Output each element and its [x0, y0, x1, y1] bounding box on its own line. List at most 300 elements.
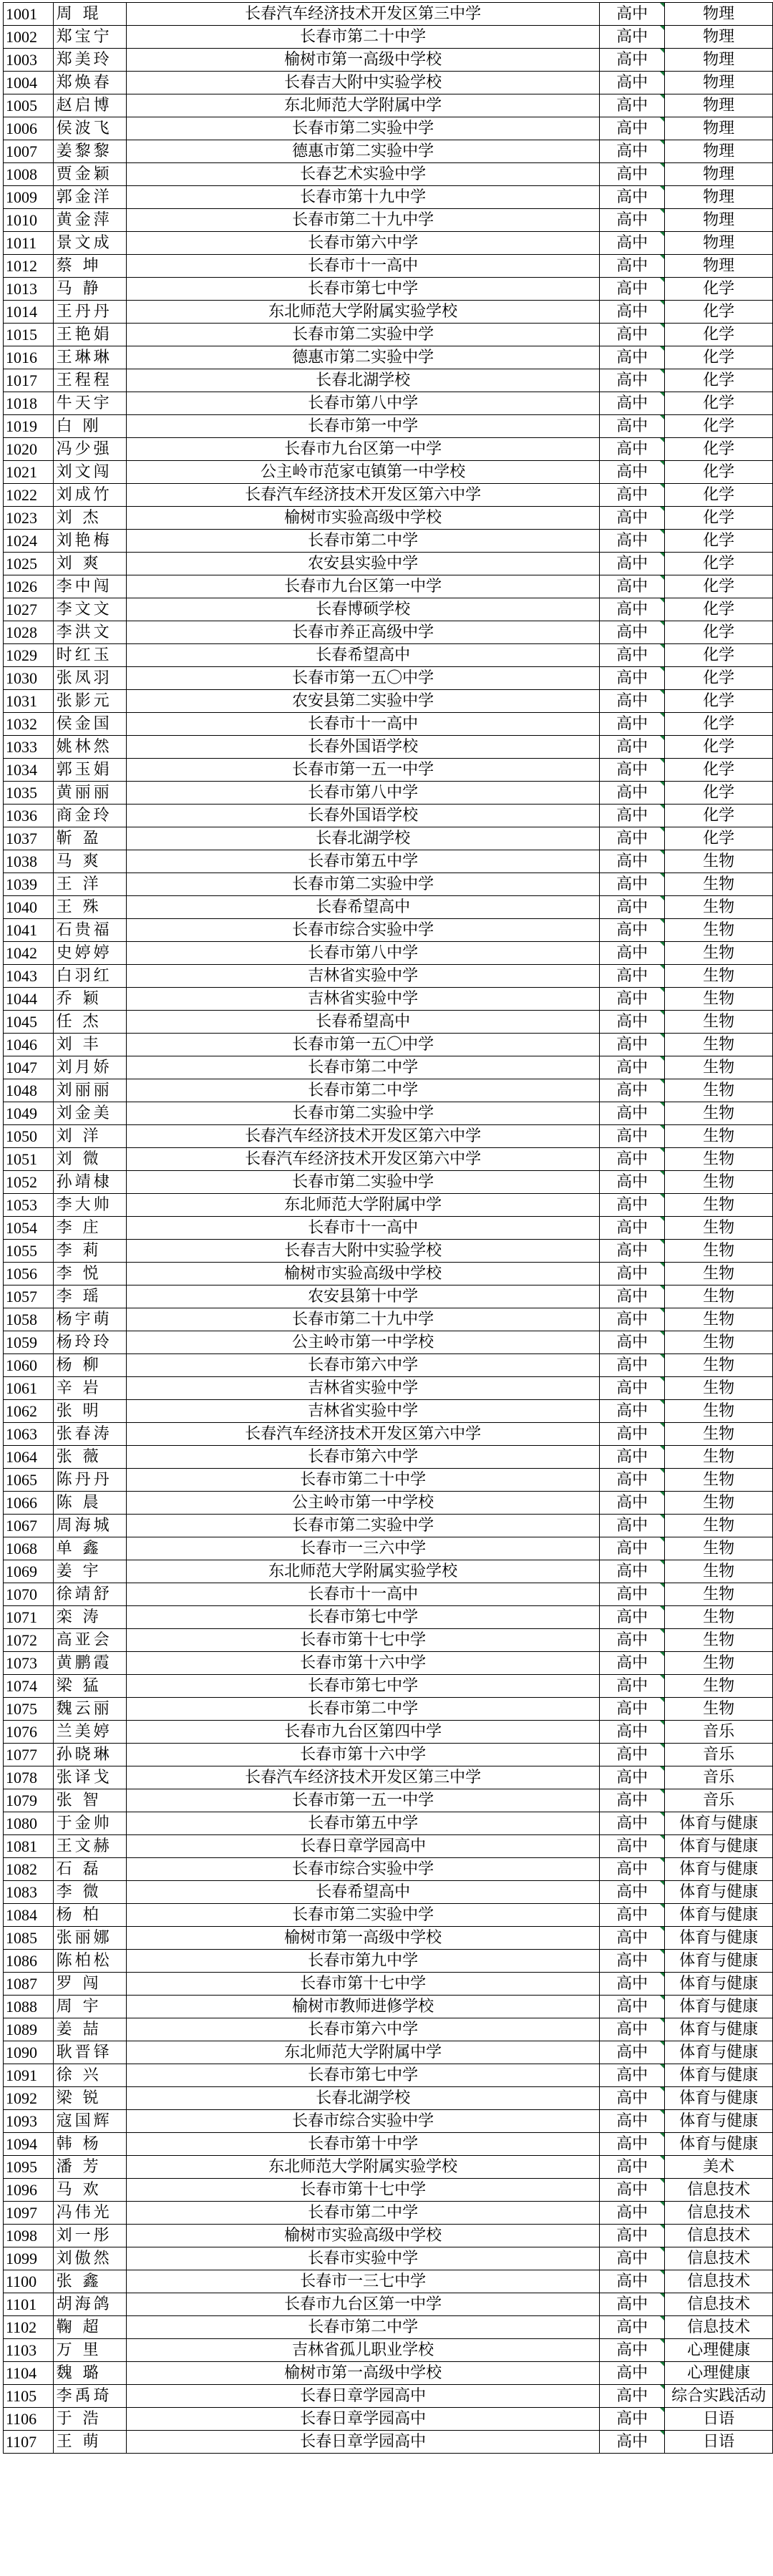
cell-id: 1042	[4, 942, 54, 965]
cell-name: 潘 芳	[53, 2156, 127, 2179]
cell-level: 高中	[600, 896, 665, 919]
cell-id: 1065	[4, 1469, 54, 1492]
cell-id: 1093	[4, 2110, 54, 2133]
cell-school: 长春日章学园高中	[127, 2408, 600, 2431]
cell-level: 高中	[600, 1973, 665, 1996]
cell-subject: 音乐	[665, 1721, 773, 1744]
cell-subject: 生物	[665, 1629, 773, 1652]
cell-id: 1073	[4, 1652, 54, 1675]
cell-name: 侯波飞	[53, 117, 127, 140]
cell-subject: 化学	[665, 667, 773, 690]
cell-subject: 音乐	[665, 1789, 773, 1812]
cell-subject: 物理	[665, 232, 773, 255]
cell-level: 高中	[600, 2339, 665, 2362]
table-row	[4, 1973, 773, 1996]
cell-name: 梁 猛	[53, 1675, 127, 1698]
table-row	[4, 1217, 773, 1240]
cell-subject: 体育与健康	[665, 1881, 773, 1904]
cell-level: 高中	[600, 1698, 665, 1721]
cell-school: 长春市第十六中学	[127, 1744, 600, 1766]
cell-school: 长春市九台区第四中学	[127, 1721, 600, 1744]
table-row	[4, 1629, 773, 1652]
cell-level: 高中	[600, 163, 665, 186]
table-row	[4, 1950, 773, 1973]
cell-subject: 心理健康	[665, 2339, 773, 2362]
cell-subject: 生物	[665, 942, 773, 965]
cell-school: 长春市第二实验中学	[127, 1171, 600, 1194]
cell-subject: 体育与健康	[665, 2041, 773, 2064]
cell-level: 高中	[600, 2431, 665, 2454]
cell-name: 李洪文	[53, 621, 127, 644]
cell-school: 长春市第八中学	[127, 392, 600, 415]
cell-subject: 生物	[665, 988, 773, 1011]
cell-subject: 生物	[665, 850, 773, 873]
cell-name: 张影元	[53, 690, 127, 713]
table-row	[4, 1011, 773, 1034]
cell-level: 高中	[600, 1606, 665, 1629]
cell-name: 蔡 坤	[53, 255, 127, 278]
cell-subject: 美术	[665, 2156, 773, 2179]
cell-school: 长春市实验中学	[127, 2247, 600, 2270]
cell-subject: 化学	[665, 690, 773, 713]
cell-level: 高中	[600, 1812, 665, 1835]
cell-subject: 信息技术	[665, 2316, 773, 2339]
cell-subject: 生物	[665, 1217, 773, 1240]
cell-subject: 体育与健康	[665, 1812, 773, 1835]
cell-name: 王程程	[53, 369, 127, 392]
cell-id: 1096	[4, 2179, 54, 2202]
cell-level: 高中	[600, 392, 665, 415]
cell-name: 黄丽丽	[53, 782, 127, 805]
cell-name: 王琳琳	[53, 346, 127, 369]
table-row	[4, 873, 773, 896]
cell-id: 1097	[4, 2202, 54, 2225]
cell-level: 高中	[600, 1102, 665, 1125]
cell-name: 贾金颖	[53, 163, 127, 186]
cell-school: 长春市第七中学	[127, 1675, 600, 1698]
cell-name: 胡海鸽	[53, 2293, 127, 2316]
cell-level: 高中	[600, 2041, 665, 2064]
cell-id: 1100	[4, 2270, 54, 2293]
cell-name: 刘文闯	[53, 461, 127, 484]
table-row	[4, 2408, 773, 2431]
cell-level: 高中	[600, 1217, 665, 1240]
cell-id: 1007	[4, 140, 54, 163]
cell-id: 1037	[4, 827, 54, 850]
cell-school: 东北师范大学附属实验学校	[127, 2156, 600, 2179]
cell-id: 1015	[4, 324, 54, 346]
cell-id: 1083	[4, 1881, 54, 1904]
table-row	[4, 507, 773, 530]
table-row	[4, 1515, 773, 1537]
cell-name: 李 瑶	[53, 1285, 127, 1308]
cell-school: 公主岭市第一中学校	[127, 1331, 600, 1354]
cell-school: 长春外国语学校	[127, 736, 600, 759]
cell-name: 徐 兴	[53, 2064, 127, 2087]
cell-level: 高中	[600, 1675, 665, 1698]
cell-id: 1047	[4, 1056, 54, 1079]
table-row	[4, 1881, 773, 1904]
cell-id: 1101	[4, 2293, 54, 2316]
table-row	[4, 1034, 773, 1056]
cell-id: 1082	[4, 1858, 54, 1881]
cell-subject: 化学	[665, 598, 773, 621]
table-row	[4, 667, 773, 690]
cell-subject: 生物	[665, 1675, 773, 1698]
cell-school: 长春希望高中	[127, 896, 600, 919]
cell-subject: 生物	[665, 1125, 773, 1148]
cell-level: 高中	[600, 2247, 665, 2270]
table-row	[4, 1079, 773, 1102]
cell-school: 长春市第十中学	[127, 2133, 600, 2156]
cell-school: 东北师范大学附属中学	[127, 94, 600, 117]
cell-id: 1016	[4, 346, 54, 369]
cell-school: 长春汽车经济技术开发区第六中学	[127, 1423, 600, 1446]
cell-subject: 音乐	[665, 1766, 773, 1789]
cell-id: 1054	[4, 1217, 54, 1240]
cell-name: 时红玉	[53, 644, 127, 667]
cell-subject: 物理	[665, 72, 773, 94]
cell-id: 1020	[4, 438, 54, 461]
cell-school: 长春市第二实验中学	[127, 324, 600, 346]
cell-id: 1088	[4, 1996, 54, 2018]
cell-school: 农安县第二实验中学	[127, 690, 600, 713]
table-row	[4, 369, 773, 392]
table-row	[4, 2431, 773, 2454]
cell-name: 白 刚	[53, 415, 127, 438]
cell-school: 长春艺术实验中学	[127, 163, 600, 186]
cell-level: 高中	[600, 1744, 665, 1766]
cell-school: 长春汽车经济技术开发区第三中学	[127, 3, 600, 26]
cell-name: 于 浩	[53, 2408, 127, 2431]
cell-school: 榆树市实验高级中学校	[127, 2225, 600, 2247]
cell-level: 高中	[600, 2385, 665, 2408]
cell-school: 长春市第二十九中学	[127, 1308, 600, 1331]
cell-id: 1017	[4, 369, 54, 392]
cell-level: 高中	[600, 1400, 665, 1423]
cell-name: 张凤羽	[53, 667, 127, 690]
cell-name: 栾 涛	[53, 1606, 127, 1629]
cell-name: 李文文	[53, 598, 127, 621]
cell-subject: 生物	[665, 1698, 773, 1721]
cell-level: 高中	[600, 117, 665, 140]
cell-school: 长春市十一高中	[127, 1583, 600, 1606]
cell-id: 1048	[4, 1079, 54, 1102]
cell-id: 1041	[4, 919, 54, 942]
cell-level: 高中	[600, 232, 665, 255]
cell-id: 1036	[4, 805, 54, 827]
cell-name: 兰美婷	[53, 1721, 127, 1744]
table-row	[4, 1377, 773, 1400]
cell-level: 高中	[600, 1240, 665, 1263]
cell-school: 长春市第二实验中学	[127, 1515, 600, 1537]
cell-school: 吉林省实验中学	[127, 1377, 600, 1400]
cell-school: 长春市第二中学	[127, 2202, 600, 2225]
table-row	[4, 1492, 773, 1515]
table-row	[4, 1904, 773, 1927]
cell-id: 1057	[4, 1285, 54, 1308]
cell-id: 1005	[4, 94, 54, 117]
cell-id: 1066	[4, 1492, 54, 1515]
cell-id: 1058	[4, 1308, 54, 1331]
cell-name: 单 鑫	[53, 1537, 127, 1560]
cell-subject: 生物	[665, 1560, 773, 1583]
table-row	[4, 438, 773, 461]
cell-name: 姚林然	[53, 736, 127, 759]
table-row	[4, 140, 773, 163]
cell-school: 长春市十一高中	[127, 255, 600, 278]
table-row	[4, 186, 773, 209]
cell-school: 吉林省孤儿职业学校	[127, 2339, 600, 2362]
cell-subject: 化学	[665, 644, 773, 667]
table-row	[4, 1308, 773, 1331]
cell-school: 长春市第六中学	[127, 232, 600, 255]
table-row	[4, 1583, 773, 1606]
cell-name: 任 杰	[53, 1011, 127, 1034]
cell-level: 高中	[600, 2133, 665, 2156]
cell-name: 罗 闯	[53, 1973, 127, 1996]
table-row	[4, 3, 773, 26]
cell-id: 1099	[4, 2247, 54, 2270]
cell-name: 张 薇	[53, 1446, 127, 1469]
cell-id: 1021	[4, 461, 54, 484]
cell-level: 高中	[600, 873, 665, 896]
cell-school: 吉林省实验中学	[127, 988, 600, 1011]
cell-subject: 信息技术	[665, 2179, 773, 2202]
cell-name: 刘傲然	[53, 2247, 127, 2270]
cell-id: 1094	[4, 2133, 54, 2156]
cell-subject: 化学	[665, 301, 773, 324]
cell-school: 长春市第二十中学	[127, 26, 600, 49]
table-row	[4, 2247, 773, 2270]
cell-id: 1014	[4, 301, 54, 324]
cell-id: 1026	[4, 575, 54, 598]
cell-level: 高中	[600, 598, 665, 621]
cell-name: 黄鹏霞	[53, 1652, 127, 1675]
cell-level: 高中	[600, 2202, 665, 2225]
cell-school: 长春日章学园高中	[127, 2385, 600, 2408]
cell-level: 高中	[600, 1881, 665, 1904]
cell-school: 长春市第十七中学	[127, 1629, 600, 1652]
cell-name: 高亚会	[53, 1629, 127, 1652]
cell-level: 高中	[600, 782, 665, 805]
cell-name: 靳 盈	[53, 827, 127, 850]
cell-subject: 日语	[665, 2408, 773, 2431]
cell-level: 高中	[600, 736, 665, 759]
table-row	[4, 1744, 773, 1766]
table-row	[4, 850, 773, 873]
cell-subject: 生物	[665, 873, 773, 896]
table-row	[4, 26, 773, 49]
cell-subject: 生物	[665, 1263, 773, 1285]
cell-id: 1056	[4, 1263, 54, 1285]
cell-school: 长春希望高中	[127, 644, 600, 667]
cell-subject: 生物	[665, 1446, 773, 1469]
cell-name: 周海城	[53, 1515, 127, 1537]
cell-id: 1102	[4, 2316, 54, 2339]
cell-subject: 生物	[665, 1377, 773, 1400]
table-row	[4, 644, 773, 667]
table-row	[4, 392, 773, 415]
cell-name: 郭玉娟	[53, 759, 127, 782]
table-row	[4, 2064, 773, 2087]
cell-id: 1011	[4, 232, 54, 255]
table-row	[4, 2385, 773, 2408]
table-row	[4, 1858, 773, 1881]
cell-id: 1059	[4, 1331, 54, 1354]
cell-level: 高中	[600, 507, 665, 530]
cell-name: 张 鑫	[53, 2270, 127, 2293]
cell-school: 长春市第九中学	[127, 1950, 600, 1973]
cell-subject: 生物	[665, 1102, 773, 1125]
cell-subject: 生物	[665, 1331, 773, 1354]
cell-school: 长春吉大附中实验学校	[127, 1240, 600, 1263]
cell-level: 高中	[600, 1011, 665, 1034]
cell-level: 高中	[600, 346, 665, 369]
table-row	[4, 1285, 773, 1308]
table-row	[4, 621, 773, 644]
cell-name: 陈柏松	[53, 1950, 127, 1973]
cell-school: 榆树市第一高级中学校	[127, 2362, 600, 2385]
cell-id: 1081	[4, 1835, 54, 1858]
cell-name: 魏 璐	[53, 2362, 127, 2385]
cell-subject: 化学	[665, 346, 773, 369]
table-row	[4, 896, 773, 919]
cell-id: 1075	[4, 1698, 54, 1721]
cell-subject: 物理	[665, 3, 773, 26]
cell-name: 牛天宇	[53, 392, 127, 415]
cell-school: 长春市九台区第一中学	[127, 438, 600, 461]
cell-subject: 生物	[665, 1011, 773, 1034]
cell-school: 榆树市实验高级中学校	[127, 1263, 600, 1285]
cell-school: 榆树市教师进修学校	[127, 1996, 600, 2018]
cell-school: 长春希望高中	[127, 1881, 600, 1904]
cell-name: 商金玲	[53, 805, 127, 827]
table-row	[4, 1698, 773, 1721]
cell-level: 高中	[600, 690, 665, 713]
cell-level: 高中	[600, 1583, 665, 1606]
cell-subject: 生物	[665, 1423, 773, 1446]
cell-school: 长春外国语学校	[127, 805, 600, 827]
cell-school: 长春市第二实验中学	[127, 1102, 600, 1125]
cell-subject: 体育与健康	[665, 1858, 773, 1881]
cell-subject: 信息技术	[665, 2225, 773, 2247]
cell-school: 农安县第十中学	[127, 1285, 600, 1308]
cell-name: 侯金国	[53, 713, 127, 736]
cell-name: 张春涛	[53, 1423, 127, 1446]
cell-id: 1072	[4, 1629, 54, 1652]
cell-level: 高中	[600, 2018, 665, 2041]
cell-name: 李 悦	[53, 1263, 127, 1285]
cell-name: 张译戈	[53, 1766, 127, 1789]
cell-name: 李大帅	[53, 1194, 127, 1217]
cell-name: 郑焕春	[53, 72, 127, 94]
cell-subject: 化学	[665, 507, 773, 530]
cell-name: 刘成竹	[53, 484, 127, 507]
table-row	[4, 2339, 773, 2362]
table-row	[4, 94, 773, 117]
cell-name: 王丹丹	[53, 301, 127, 324]
cell-id: 1104	[4, 2362, 54, 2385]
cell-id: 1098	[4, 2225, 54, 2247]
cell-name: 陈丹丹	[53, 1469, 127, 1492]
cell-name: 冯少强	[53, 438, 127, 461]
cell-level: 高中	[600, 1629, 665, 1652]
table-row	[4, 1675, 773, 1698]
cell-level: 高中	[600, 827, 665, 850]
cell-school: 长春市综合实验中学	[127, 2110, 600, 2133]
cell-id: 1076	[4, 1721, 54, 1744]
table-row	[4, 484, 773, 507]
cell-name: 白羽红	[53, 965, 127, 988]
cell-subject: 物理	[665, 140, 773, 163]
cell-id: 1053	[4, 1194, 54, 1217]
table-row	[4, 2202, 773, 2225]
cell-school: 长春市第一中学	[127, 415, 600, 438]
cell-school: 长春市第十六中学	[127, 1652, 600, 1675]
cell-id: 1034	[4, 759, 54, 782]
cell-level: 高中	[600, 1308, 665, 1331]
cell-level: 高中	[600, 644, 665, 667]
cell-name: 孙靖棣	[53, 1171, 127, 1194]
cell-id: 1085	[4, 1927, 54, 1950]
cell-subject: 生物	[665, 1079, 773, 1102]
cell-level: 高中	[600, 575, 665, 598]
cell-school: 长春北湖学校	[127, 827, 600, 850]
cell-id: 1061	[4, 1377, 54, 1400]
table-row	[4, 1194, 773, 1217]
cell-level: 高中	[600, 1331, 665, 1354]
cell-school: 长春市第二中学	[127, 530, 600, 553]
cell-subject: 信息技术	[665, 2270, 773, 2293]
table-row	[4, 49, 773, 72]
table-row	[4, 1835, 773, 1858]
cell-subject: 生物	[665, 1537, 773, 1560]
cell-level: 高中	[600, 484, 665, 507]
cell-name: 刘艳梅	[53, 530, 127, 553]
cell-school: 长春市综合实验中学	[127, 1858, 600, 1881]
table-row	[4, 598, 773, 621]
cell-school: 农安县实验中学	[127, 553, 600, 575]
cell-school: 长春市第一五〇中学	[127, 667, 600, 690]
cell-subject: 化学	[665, 759, 773, 782]
cell-school: 长春市一三六中学	[127, 1537, 600, 1560]
cell-name: 李 莉	[53, 1240, 127, 1263]
cell-name: 刘 微	[53, 1148, 127, 1171]
table-row	[4, 1721, 773, 1744]
cell-subject: 体育与健康	[665, 1973, 773, 1996]
cell-id: 1002	[4, 26, 54, 49]
table-row	[4, 1927, 773, 1950]
cell-name: 史婷婷	[53, 942, 127, 965]
cell-level: 高中	[600, 324, 665, 346]
table-row	[4, 2362, 773, 2385]
cell-subject: 物理	[665, 255, 773, 278]
cell-school: 长春北湖学校	[127, 369, 600, 392]
cell-id: 1023	[4, 507, 54, 530]
cell-subject: 生物	[665, 1652, 773, 1675]
table-row	[4, 163, 773, 186]
cell-school: 长春市一三七中学	[127, 2270, 600, 2293]
cell-school: 德惠市第二实验中学	[127, 346, 600, 369]
cell-subject: 生物	[665, 1308, 773, 1331]
cell-school: 长春市第八中学	[127, 782, 600, 805]
cell-school: 长春市第七中学	[127, 1606, 600, 1629]
cell-subject: 生物	[665, 1469, 773, 1492]
cell-name: 马 欢	[53, 2179, 127, 2202]
table-row	[4, 1125, 773, 1148]
cell-id: 1091	[4, 2064, 54, 2087]
